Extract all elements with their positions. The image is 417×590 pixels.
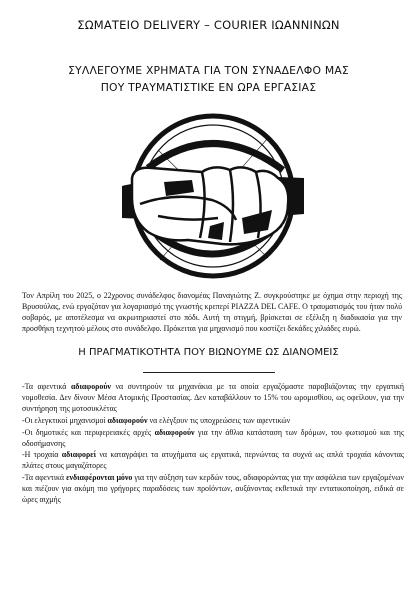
appeal-title-line-1: ΣΥΛΛΕΓΟΥΜΕ ΧΡΗΜΑΤΑ ΓΙΑ ΤΟΝ ΣΥΝΑΔΕΛΦΟ ΜΑΣ [68, 64, 349, 77]
heading-divider [143, 372, 275, 373]
appeal-title-line-2: ΠΟΥ ΤΡΑΥΜΑΤΙΣΤΙΚΕ ΕΝ ΩΡΑ ΕΡΓΑΣΙΑΣ [100, 81, 317, 94]
clenched-fist-icon [118, 108, 308, 286]
section-heading: Η ΠΡΑΓΜΑΤΙΚΟΤΗΤΑ ΠΟΥ ΒΙΩΝΟΥΜΕ ΩΣ ΔΙΑΝΟΜΕΙΣ [78, 347, 339, 358]
list-item: -Τα αφεντικά αδιαφορούν να συντηρούν τα μηχανάκια με τα οποία εργαζόμαστε παραβιάζοντας την εργατική νομοθεσία. Δεν δίνουν Μέσα Ατομικής Προστασίας. Δεν καταβάλλουν το 15% του ωρομισθίου, ως οφείλουν, για την συντήρηση της μοτοσυκλέτας [22, 382, 404, 413]
list-item: -Οι ελεγκτικοί μηχανισμοί αδιαφορούν να ελέγξουν τις υποχρεώσεις των αφεντικών [22, 415, 291, 425]
list-item: -Η τροχαία αδιαφορεί να καταγράψει τα ατυχήματα ως εργατικά, περνώντας τα συχνά ως απλά τροχαία κάνοντας πλάτες στους μαγαζάτορες [22, 450, 404, 471]
issues-list [22, 382, 404, 507]
story-paragraph: Τον Απρίλη του 2025, ο 22χρονος συνάδελφος διανομέας Παναγιώτης Ζ. συγκρούστηκε με όχημα στην περιοχή της Βρυσούλας, ενώ εργαζόταν για λογαριασμό της γνωστής κρεπερί PIAZZA DEL CAFE. Ο τραυματισμός του ήταν πολύ σοβαρός, με αποτέλεσμα να ακρωτηριαστεί στο πόδι. Αυτή τη στιγμή, βρίσκεται σε εξέλιξη η διαδικασία για την προσθήκη τεχνητού μέλους στο συνάδελφο. Πρόκειται για μηχανισμό που κοστίζει δεκάδες χιλιάδες ευρώ. [22, 291, 402, 333]
list-item: -Τα αφεντικά ενδιαφέρονται μόνο για την αύξηση των κερδών τους, αδιαφορώντας για την ασφάλεια των εργαζομένων και πιέζουν για ακόμη πιο γρήγορες παραδόσεις των προϊόντων, αυξάνοντας εκθετικά την εντατικοποίηση, ειδικά σε ώρες αιχμής [22, 473, 404, 505]
union-name: ΣΩΜΑΤΕΙΟ DELIVERY – COURIER ΙΩΑΝΝΙΝΩΝ [77, 18, 340, 32]
list-item: -Οι δημοτικές και περιφερειακές αρχές αδιαφορούν για την άθλια κατάσταση των δρόμων, του φωτισμού και της οδοσήμανσης [22, 427, 404, 448]
